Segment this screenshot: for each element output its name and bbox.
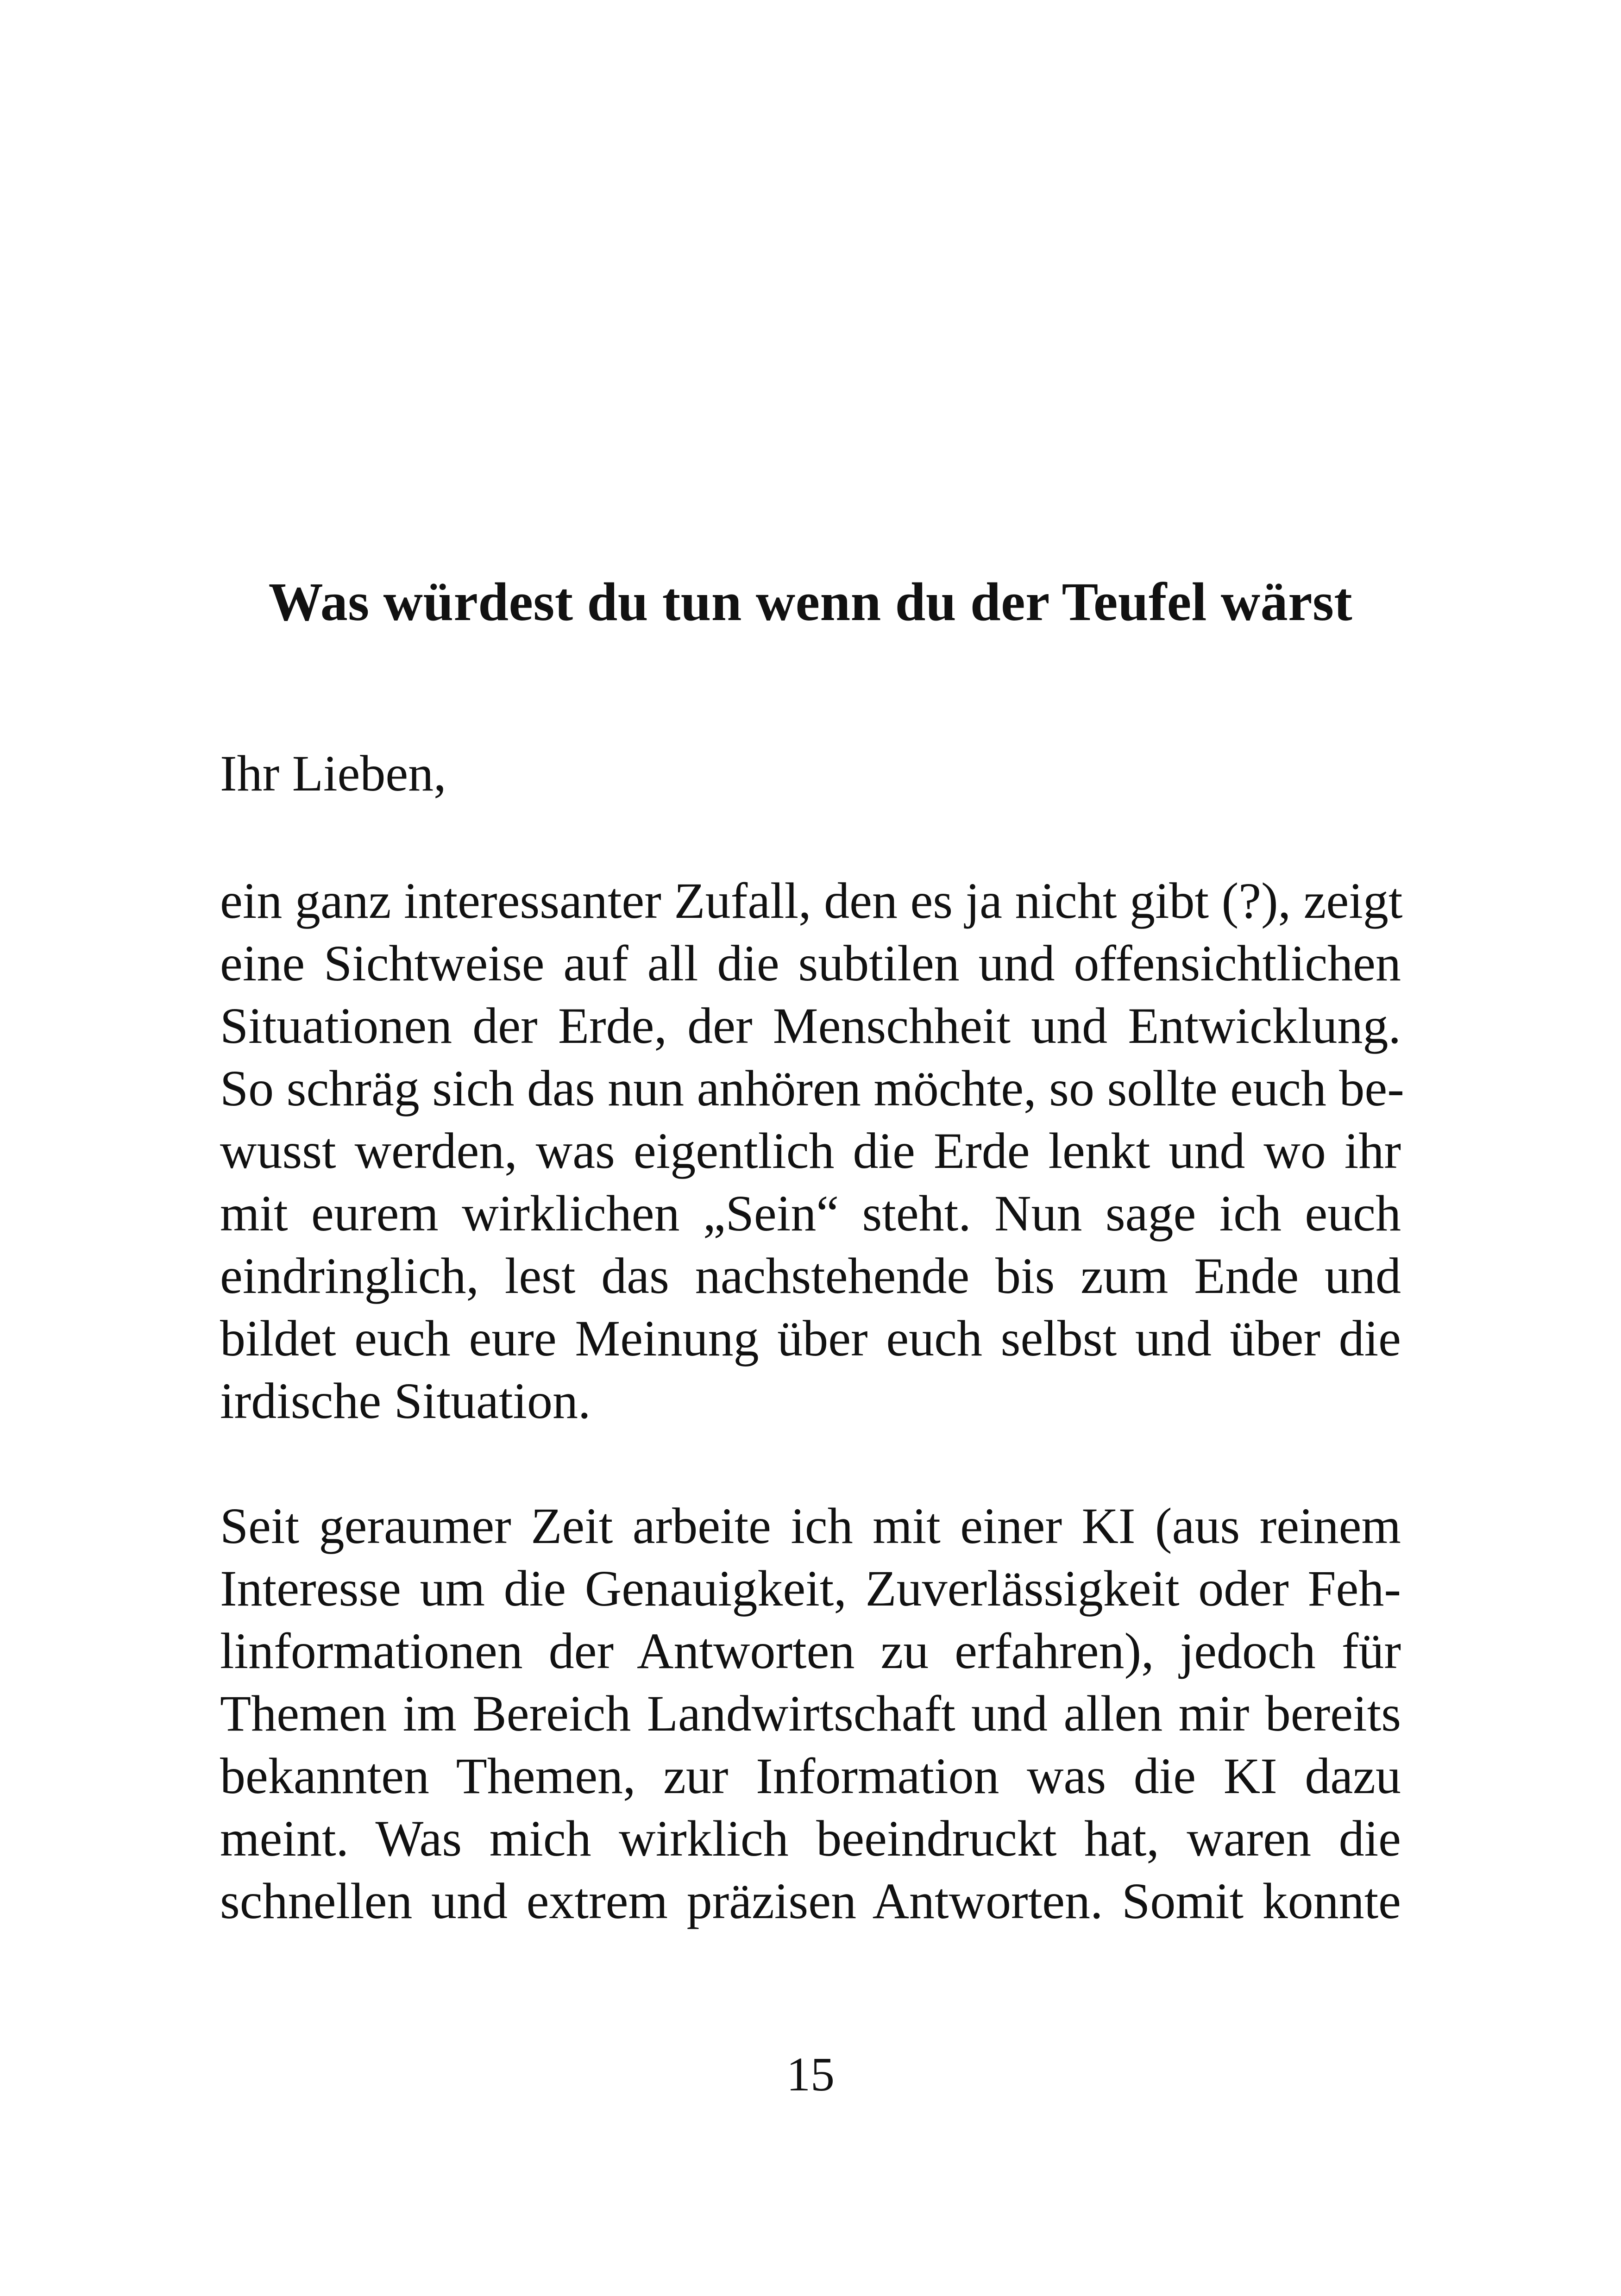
text-line: ein ganz interessanter Zufall, den es ja nicht gibt (?), zeigt [220,872,1403,929]
salutation: Ihr Lieben, [220,745,446,802]
page-number: 15 [786,2048,835,2101]
text-line: Themen im Bereich Landwirtschaft und allen mir bereits [220,1685,1401,1742]
text-line: linformationen der Antworten zu erfahren), jedoch für [220,1623,1401,1679]
text-line: Situationen der Erde, der Menschheit und Entwicklung. [220,997,1401,1054]
text-line: bildet euch eure Meinung über euch selbst und über die [220,1310,1401,1367]
text-line: eine Sichtweise auf all die subtilen und offensichtlichen [220,935,1401,991]
text-line: irdische Situation. [220,1373,591,1429]
chapter-title: Was würdest du tun wenn du der Teufel wärst [268,571,1353,632]
text-line: eindringlich, lest das nachstehende bis zum Ende und [220,1248,1401,1304]
text-line: bekannten Themen, zur Information was die KI dazu [220,1748,1401,1804]
text-line: Interesse um die Genauigkeit, Zuverlässigkeit oder Feh- [220,1560,1401,1617]
text-line: wusst werden, was eigentlich die Erde lenkt und wo ihr [220,1123,1401,1179]
text-line: schnellen und extrem präzisen Antworten. Somit konnte [220,1873,1401,1929]
text-line: So schräg sich das nun anhören möchte, so sollte euch be- [220,1060,1404,1117]
text-line: Seit geraumer Zeit arbeite ich mit einer KI (aus reinem [220,1498,1401,1554]
text-line: mit eurem wirklichen „Sein“ steht. Nun sage ich euch [220,1185,1401,1242]
text-line: meint. Was mich wirklich beeindruckt hat, waren die [220,1810,1401,1867]
